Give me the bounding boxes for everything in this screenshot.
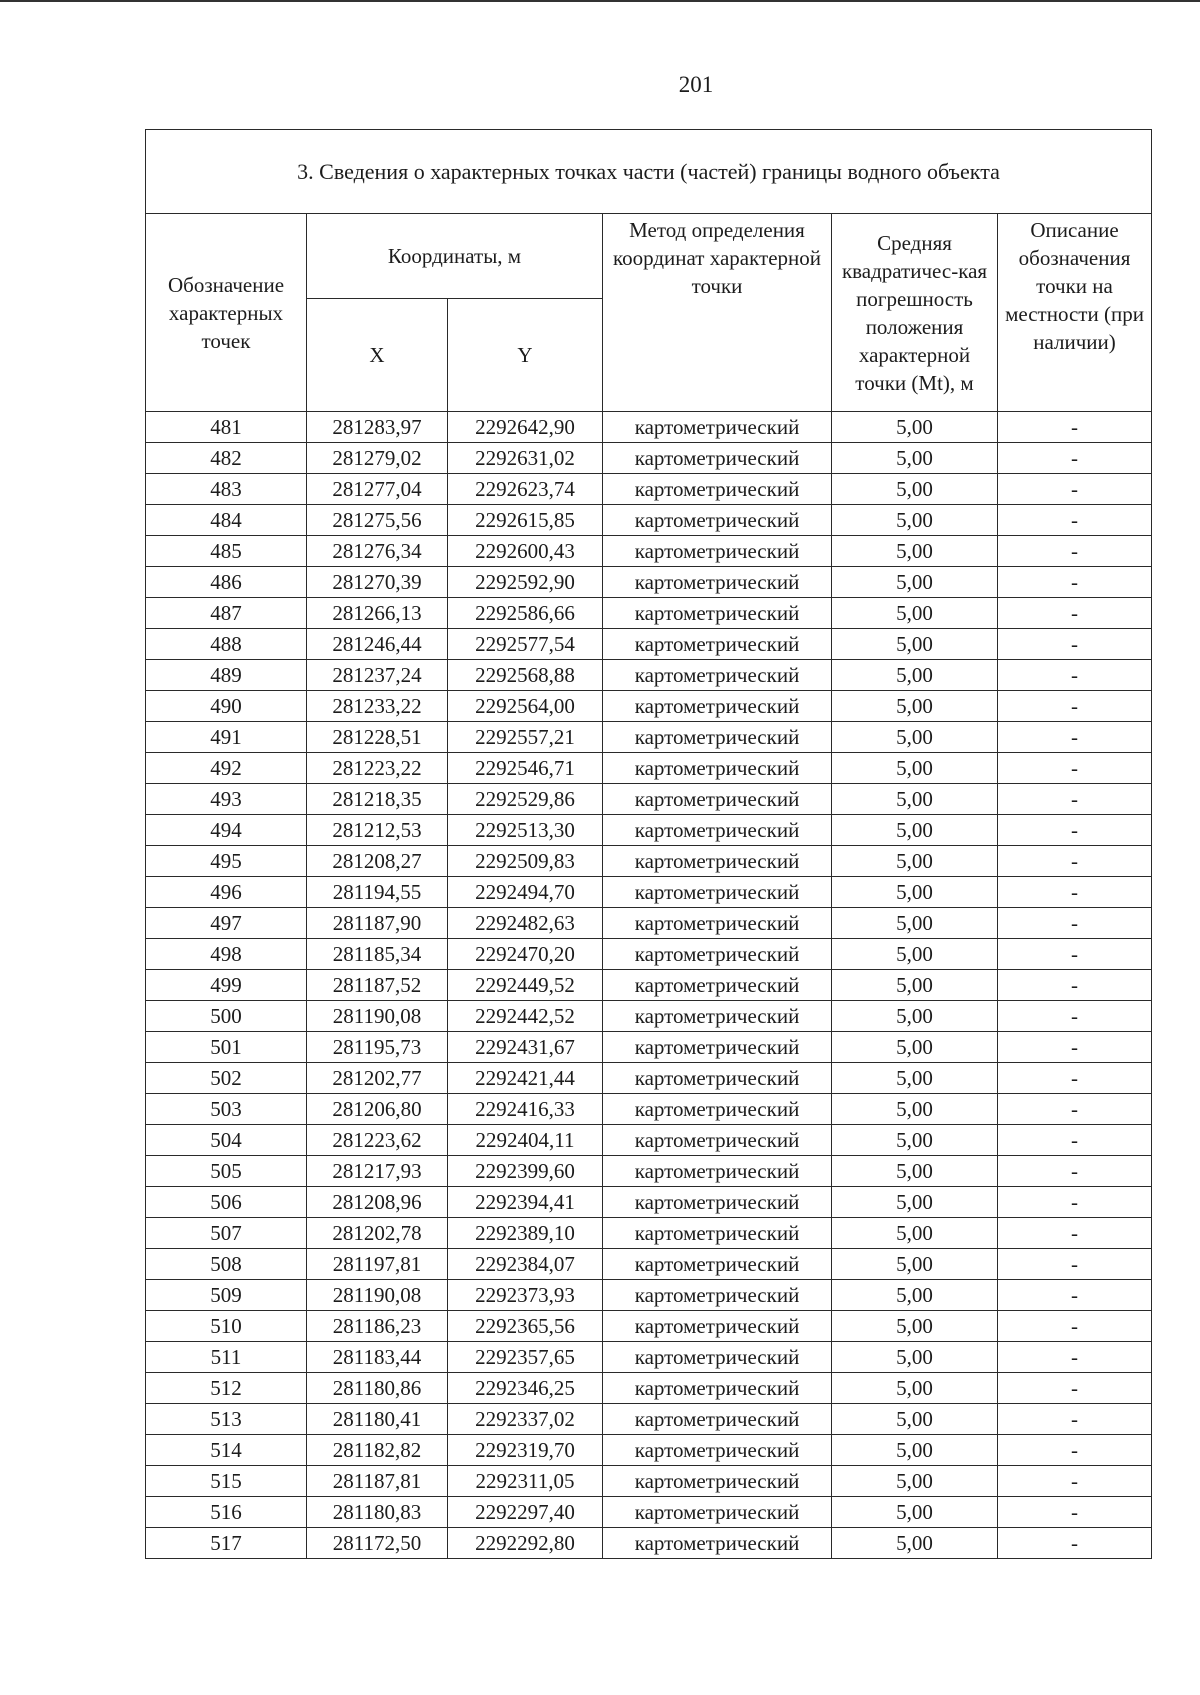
x-coordinate-cell: 281270,39 <box>307 567 448 598</box>
description-cell: - <box>998 1404 1152 1435</box>
point-id-cell: 488 <box>146 629 307 660</box>
y-coordinate-cell: 2292470,20 <box>448 939 603 970</box>
error-cell: 5,00 <box>832 412 998 443</box>
x-coordinate-cell: 281208,96 <box>307 1187 448 1218</box>
y-coordinate-cell: 2292600,43 <box>448 536 603 567</box>
y-coordinate-cell: 2292482,63 <box>448 908 603 939</box>
y-coordinate-cell: 2292631,02 <box>448 443 603 474</box>
table-row <box>146 505 1152 536</box>
table-row <box>146 877 1152 908</box>
error-cell: 5,00 <box>832 1342 998 1373</box>
description-cell: - <box>998 1125 1152 1156</box>
method-cell: картометрический <box>603 908 832 939</box>
description-cell: - <box>998 474 1152 505</box>
description-cell: - <box>998 1373 1152 1404</box>
y-coordinate-cell: 2292494,70 <box>448 877 603 908</box>
x-coordinate-cell: 281218,35 <box>307 784 448 815</box>
error-cell: 5,00 <box>832 1063 998 1094</box>
point-id-cell: 509 <box>146 1280 307 1311</box>
y-coordinate-cell: 2292399,60 <box>448 1156 603 1187</box>
y-coordinate-cell: 2292615,85 <box>448 505 603 536</box>
error-cell: 5,00 <box>832 1373 998 1404</box>
x-coordinate-cell: 281208,27 <box>307 846 448 877</box>
x-coordinate-cell: 281182,82 <box>307 1435 448 1466</box>
method-cell: картометрический <box>603 753 832 784</box>
table-row <box>146 1218 1152 1249</box>
error-cell: 5,00 <box>832 970 998 1001</box>
point-id-cell: 491 <box>146 722 307 753</box>
table-row <box>146 939 1152 970</box>
table-row <box>146 970 1152 1001</box>
point-id-cell: 482 <box>146 443 307 474</box>
method-cell: картометрический <box>603 1156 832 1187</box>
description-cell: - <box>998 753 1152 784</box>
table-row <box>146 1466 1152 1497</box>
method-cell: картометрический <box>603 1528 832 1559</box>
error-cell: 5,00 <box>832 1311 998 1342</box>
table-row <box>146 722 1152 753</box>
y-coordinate-cell: 2292557,21 <box>448 722 603 753</box>
y-coordinate-cell: 2292357,65 <box>448 1342 603 1373</box>
y-coordinate-cell: 2292292,80 <box>448 1528 603 1559</box>
point-id-cell: 486 <box>146 567 307 598</box>
y-coordinate-cell: 2292346,25 <box>448 1373 603 1404</box>
y-coordinate-cell: 2292564,00 <box>448 691 603 722</box>
error-cell: 5,00 <box>832 939 998 970</box>
description-cell: - <box>998 1497 1152 1528</box>
method-cell: картометрический <box>603 1187 832 1218</box>
table-row <box>146 1063 1152 1094</box>
table-row <box>146 1249 1152 1280</box>
method-cell: картометрический <box>603 815 832 846</box>
method-cell: картометрический <box>603 1001 832 1032</box>
point-id-cell: 492 <box>146 753 307 784</box>
point-id-cell: 515 <box>146 1466 307 1497</box>
table-row <box>146 815 1152 846</box>
error-cell: 5,00 <box>832 1187 998 1218</box>
header-error: Средняя квадратичес-кая погрешность положения характерной точки (Mt), м <box>832 214 998 412</box>
y-coordinate-cell: 2292297,40 <box>448 1497 603 1528</box>
table-row <box>146 1373 1152 1404</box>
point-id-cell: 496 <box>146 877 307 908</box>
point-id-cell: 512 <box>146 1373 307 1404</box>
x-coordinate-cell: 281172,50 <box>307 1528 448 1559</box>
x-coordinate-cell: 281276,34 <box>307 536 448 567</box>
method-cell: картометрический <box>603 1311 832 1342</box>
y-coordinate-cell: 2292623,74 <box>448 474 603 505</box>
y-coordinate-cell: 2292546,71 <box>448 753 603 784</box>
description-cell: - <box>998 1466 1152 1497</box>
error-cell: 5,00 <box>832 753 998 784</box>
error-cell: 5,00 <box>832 1218 998 1249</box>
table-row <box>146 908 1152 939</box>
method-cell: картометрический <box>603 1280 832 1311</box>
error-cell: 5,00 <box>832 567 998 598</box>
header-y: Y <box>448 299 603 412</box>
table-row <box>146 1125 1152 1156</box>
description-cell: - <box>998 908 1152 939</box>
description-cell: - <box>998 1001 1152 1032</box>
method-cell: картометрический <box>603 1094 832 1125</box>
x-coordinate-cell: 281180,86 <box>307 1373 448 1404</box>
method-cell: картометрический <box>603 1063 832 1094</box>
method-cell: картометрический <box>603 691 832 722</box>
method-cell: картометрический <box>603 1249 832 1280</box>
error-cell: 5,00 <box>832 784 998 815</box>
x-coordinate-cell: 281223,22 <box>307 753 448 784</box>
x-coordinate-cell: 281187,90 <box>307 908 448 939</box>
x-coordinate-cell: 281237,24 <box>307 660 448 691</box>
section-title: 3. Сведения о характерных точках части (частей) границы водного объекта <box>146 130 1152 214</box>
y-coordinate-cell: 2292449,52 <box>448 970 603 1001</box>
boundary-points-table <box>145 129 1152 1559</box>
description-cell: - <box>998 1094 1152 1125</box>
y-coordinate-cell: 2292311,05 <box>448 1466 603 1497</box>
table-row <box>146 567 1152 598</box>
method-cell: картометрический <box>603 877 832 908</box>
y-coordinate-cell: 2292568,88 <box>448 660 603 691</box>
error-cell: 5,00 <box>832 1125 998 1156</box>
table-row <box>146 443 1152 474</box>
table-row <box>146 1001 1152 1032</box>
table-row <box>146 1404 1152 1435</box>
description-cell: - <box>998 536 1152 567</box>
x-coordinate-cell: 281206,80 <box>307 1094 448 1125</box>
error-cell: 5,00 <box>832 815 998 846</box>
y-coordinate-cell: 2292404,11 <box>448 1125 603 1156</box>
method-cell: картометрический <box>603 443 832 474</box>
x-coordinate-cell: 281187,52 <box>307 970 448 1001</box>
x-coordinate-cell: 281190,08 <box>307 1001 448 1032</box>
table-row <box>146 846 1152 877</box>
error-cell: 5,00 <box>832 443 998 474</box>
point-id-cell: 494 <box>146 815 307 846</box>
x-coordinate-cell: 281180,83 <box>307 1497 448 1528</box>
method-cell: картометрический <box>603 474 832 505</box>
y-coordinate-cell: 2292442,52 <box>448 1001 603 1032</box>
method-cell: картометрический <box>603 629 832 660</box>
description-cell: - <box>998 1249 1152 1280</box>
description-cell: - <box>998 1280 1152 1311</box>
error-cell: 5,00 <box>832 1497 998 1528</box>
description-cell: - <box>998 691 1152 722</box>
y-coordinate-cell: 2292509,83 <box>448 846 603 877</box>
y-coordinate-cell: 2292319,70 <box>448 1435 603 1466</box>
table-row <box>146 1280 1152 1311</box>
point-id-cell: 506 <box>146 1187 307 1218</box>
header-coordinates: Координаты, м <box>307 214 603 299</box>
y-coordinate-cell: 2292529,86 <box>448 784 603 815</box>
point-id-cell: 487 <box>146 598 307 629</box>
x-coordinate-cell: 281212,53 <box>307 815 448 846</box>
description-cell: - <box>998 1435 1152 1466</box>
x-coordinate-cell: 281279,02 <box>307 443 448 474</box>
error-cell: 5,00 <box>832 1435 998 1466</box>
x-coordinate-cell: 281194,55 <box>307 877 448 908</box>
description-cell: - <box>998 784 1152 815</box>
description-cell: - <box>998 629 1152 660</box>
point-id-cell: 489 <box>146 660 307 691</box>
point-id-cell: 517 <box>146 1528 307 1559</box>
error-cell: 5,00 <box>832 536 998 567</box>
x-coordinate-cell: 281202,78 <box>307 1218 448 1249</box>
x-coordinate-cell: 281233,22 <box>307 691 448 722</box>
method-cell: картометрический <box>603 412 832 443</box>
description-cell: - <box>998 815 1152 846</box>
error-cell: 5,00 <box>832 908 998 939</box>
point-id-cell: 490 <box>146 691 307 722</box>
error-cell: 5,00 <box>832 629 998 660</box>
y-coordinate-cell: 2292337,02 <box>448 1404 603 1435</box>
y-coordinate-cell: 2292586,66 <box>448 598 603 629</box>
point-id-cell: 495 <box>146 846 307 877</box>
point-id-cell: 484 <box>146 505 307 536</box>
point-id-cell: 514 <box>146 1435 307 1466</box>
error-cell: 5,00 <box>832 1249 998 1280</box>
description-cell: - <box>998 505 1152 536</box>
error-cell: 5,00 <box>832 877 998 908</box>
table-row <box>146 1435 1152 1466</box>
x-coordinate-cell: 281202,77 <box>307 1063 448 1094</box>
x-coordinate-cell: 281195,73 <box>307 1032 448 1063</box>
x-coordinate-cell: 281223,62 <box>307 1125 448 1156</box>
y-coordinate-cell: 2292416,33 <box>448 1094 603 1125</box>
point-id-cell: 508 <box>146 1249 307 1280</box>
point-id-cell: 498 <box>146 939 307 970</box>
point-id-cell: 511 <box>146 1342 307 1373</box>
description-cell: - <box>998 1311 1152 1342</box>
error-cell: 5,00 <box>832 1404 998 1435</box>
error-cell: 5,00 <box>832 722 998 753</box>
method-cell: картометрический <box>603 536 832 567</box>
description-cell: - <box>998 1187 1152 1218</box>
error-cell: 5,00 <box>832 598 998 629</box>
method-cell: картометрический <box>603 939 832 970</box>
method-cell: картометрический <box>603 1404 832 1435</box>
description-cell: - <box>998 1032 1152 1063</box>
point-id-cell: 493 <box>146 784 307 815</box>
table-row <box>146 1032 1152 1063</box>
x-coordinate-cell: 281275,56 <box>307 505 448 536</box>
description-cell: - <box>998 567 1152 598</box>
y-coordinate-cell: 2292373,93 <box>448 1280 603 1311</box>
point-id-cell: 505 <box>146 1156 307 1187</box>
table-row <box>146 753 1152 784</box>
header-method: Метод определения координат характерной точки <box>603 214 832 412</box>
x-coordinate-cell: 281197,81 <box>307 1249 448 1280</box>
method-cell: картометрический <box>603 1032 832 1063</box>
x-coordinate-cell: 281228,51 <box>307 722 448 753</box>
description-cell: - <box>998 660 1152 691</box>
x-coordinate-cell: 281185,34 <box>307 939 448 970</box>
method-cell: картометрический <box>603 1218 832 1249</box>
x-coordinate-cell: 281186,23 <box>307 1311 448 1342</box>
point-id-cell: 513 <box>146 1404 307 1435</box>
error-cell: 5,00 <box>832 474 998 505</box>
method-cell: картометрический <box>603 505 832 536</box>
method-cell: картометрический <box>603 1125 832 1156</box>
description-cell: - <box>998 1156 1152 1187</box>
point-id-cell: 497 <box>146 908 307 939</box>
table-row <box>146 691 1152 722</box>
table-row <box>146 784 1152 815</box>
method-cell: картометрический <box>603 846 832 877</box>
error-cell: 5,00 <box>832 1001 998 1032</box>
method-cell: картометрический <box>603 1497 832 1528</box>
method-cell: картометрический <box>603 567 832 598</box>
error-cell: 5,00 <box>832 505 998 536</box>
x-coordinate-cell: 281187,81 <box>307 1466 448 1497</box>
method-cell: картометрический <box>603 598 832 629</box>
y-coordinate-cell: 2292421,44 <box>448 1063 603 1094</box>
method-cell: картометрический <box>603 1342 832 1373</box>
error-cell: 5,00 <box>832 691 998 722</box>
table-row <box>146 1311 1152 1342</box>
description-cell: - <box>998 412 1152 443</box>
error-cell: 5,00 <box>832 1032 998 1063</box>
y-coordinate-cell: 2292592,90 <box>448 567 603 598</box>
header-x: X <box>307 299 448 412</box>
y-coordinate-cell: 2292431,67 <box>448 1032 603 1063</box>
x-coordinate-cell: 281283,97 <box>307 412 448 443</box>
method-cell: картометрический <box>603 784 832 815</box>
description-cell: - <box>998 1063 1152 1094</box>
description-cell: - <box>998 1528 1152 1559</box>
error-cell: 5,00 <box>832 1528 998 1559</box>
x-coordinate-cell: 281180,41 <box>307 1404 448 1435</box>
method-cell: картометрический <box>603 722 832 753</box>
description-cell: - <box>998 722 1152 753</box>
method-cell: картометрический <box>603 1466 832 1497</box>
description-cell: - <box>998 970 1152 1001</box>
description-cell: - <box>998 1342 1152 1373</box>
point-id-cell: 483 <box>146 474 307 505</box>
y-coordinate-cell: 2292365,56 <box>448 1311 603 1342</box>
description-cell: - <box>998 877 1152 908</box>
x-coordinate-cell: 281217,93 <box>307 1156 448 1187</box>
header-description: Описание обозначения точки на местности (при наличии) <box>998 214 1152 412</box>
table-row <box>146 1094 1152 1125</box>
point-id-cell: 501 <box>146 1032 307 1063</box>
point-id-cell: 485 <box>146 536 307 567</box>
point-id-cell: 504 <box>146 1125 307 1156</box>
description-cell: - <box>998 443 1152 474</box>
point-id-cell: 481 <box>146 412 307 443</box>
table-row <box>146 598 1152 629</box>
page-number: 201 <box>678 72 714 97</box>
point-id-cell: 499 <box>146 970 307 1001</box>
table-row <box>146 412 1152 443</box>
description-cell: - <box>998 598 1152 629</box>
table-row <box>146 1497 1152 1528</box>
table-row <box>146 1156 1152 1187</box>
error-cell: 5,00 <box>832 1156 998 1187</box>
x-coordinate-cell: 281183,44 <box>307 1342 448 1373</box>
y-coordinate-cell: 2292642,90 <box>448 412 603 443</box>
point-id-cell: 510 <box>146 1311 307 1342</box>
table-row <box>146 1187 1152 1218</box>
x-coordinate-cell: 281190,08 <box>307 1280 448 1311</box>
method-cell: картометрический <box>603 1373 832 1404</box>
point-id-cell: 507 <box>146 1218 307 1249</box>
method-cell: картометрический <box>603 970 832 1001</box>
x-coordinate-cell: 281246,44 <box>307 629 448 660</box>
description-cell: - <box>998 1218 1152 1249</box>
point-id-cell: 516 <box>146 1497 307 1528</box>
description-cell: - <box>998 939 1152 970</box>
method-cell: картометрический <box>603 660 832 691</box>
y-coordinate-cell: 2292384,07 <box>448 1249 603 1280</box>
point-id-cell: 503 <box>146 1094 307 1125</box>
page-top-edge <box>0 0 1200 2</box>
error-cell: 5,00 <box>832 1280 998 1311</box>
y-coordinate-cell: 2292513,30 <box>448 815 603 846</box>
y-coordinate-cell: 2292389,10 <box>448 1218 603 1249</box>
table-row <box>146 1528 1152 1559</box>
table-row <box>146 536 1152 567</box>
method-cell: картометрический <box>603 1435 832 1466</box>
table-row <box>146 660 1152 691</box>
table-row <box>146 474 1152 505</box>
table-row <box>146 1342 1152 1373</box>
table-row <box>146 629 1152 660</box>
error-cell: 5,00 <box>832 660 998 691</box>
x-coordinate-cell: 281277,04 <box>307 474 448 505</box>
error-cell: 5,00 <box>832 1094 998 1125</box>
y-coordinate-cell: 2292577,54 <box>448 629 603 660</box>
error-cell: 5,00 <box>832 1466 998 1497</box>
description-cell: - <box>998 846 1152 877</box>
x-coordinate-cell: 281266,13 <box>307 598 448 629</box>
point-id-cell: 502 <box>146 1063 307 1094</box>
header-designation: Обозначение характерных точек <box>146 214 307 412</box>
point-id-cell: 500 <box>146 1001 307 1032</box>
y-coordinate-cell: 2292394,41 <box>448 1187 603 1218</box>
error-cell: 5,00 <box>832 846 998 877</box>
